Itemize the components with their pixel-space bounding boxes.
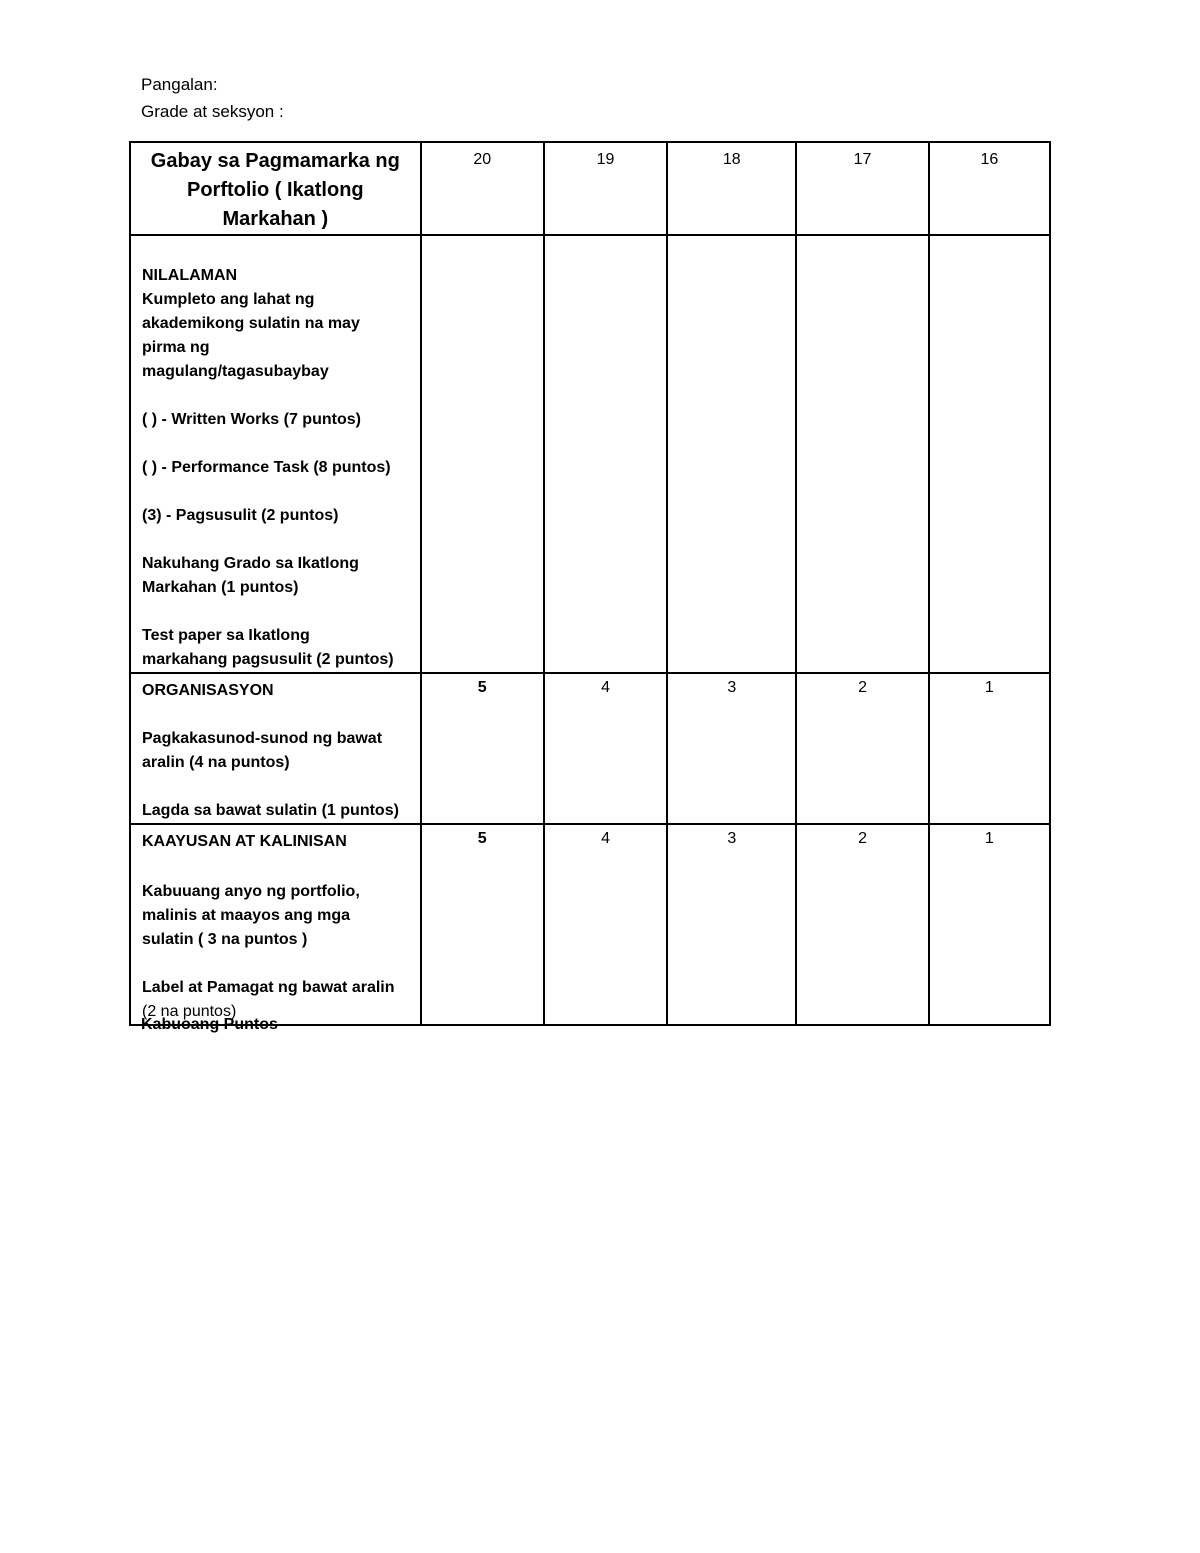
organisasyon-line: aralin (4 na puntos) [142, 754, 290, 771]
total-points [141, 1016, 315, 1034]
label-pamagat-line: (2 na puntos) [142, 1003, 237, 1020]
lagda-line: Lagda sa bawat sulatin (1 puntos) [142, 802, 399, 819]
score-cell [544, 673, 667, 824]
score-cell [667, 824, 796, 1025]
rubric-title: Gabay sa Pagmamarka ng Porftolio ( Ikatlong Markahan ) [150, 150, 400, 230]
score-cell [929, 235, 1050, 673]
organisasyon-line: Pagkakasunod-sunod ng bawat [142, 730, 383, 747]
rubric-title-cell [130, 142, 421, 235]
nilalaman-line: pirma ng [142, 339, 210, 356]
kaayusan-line: malinis at maayos ang mga [142, 907, 351, 924]
kaayusan-line: Kabuuang anyo ng portfolio, [142, 883, 360, 900]
grade-section-label: Grade at seksyon : [141, 102, 284, 121]
score-cell [421, 673, 544, 824]
nilalaman-heading: NILALAMAN [142, 267, 238, 284]
score-cell [544, 824, 667, 1025]
score-header-cell [796, 142, 928, 235]
score-cell [796, 235, 928, 673]
grado-line: Markahan (1 puntos) [142, 579, 299, 596]
score-cell [544, 235, 667, 673]
score-header-cell [421, 142, 544, 235]
kaayusan-score: 1 [984, 830, 994, 847]
performance-task-item: ( ) - Performance Task (8 puntos) [142, 459, 391, 476]
nilalaman-line: akademikong sulatin na may [142, 315, 360, 332]
kaayusan-line: sulatin ( 3 na puntos ) [142, 931, 308, 948]
test-paper-line: markahang pagsusulit (2 puntos) [142, 651, 394, 668]
grado-line: Nakuhang Grado sa Ikatlong [142, 555, 359, 572]
score-header-cell [667, 142, 796, 235]
name-label: Pangalan: [141, 75, 218, 94]
label-pamagat-line: Label at Pamagat ng bawat aralin [142, 979, 395, 996]
nilalaman-criteria-cell [130, 235, 421, 673]
score-header-17: 17 [853, 151, 872, 168]
scoring-rubric-table [129, 141, 1051, 1026]
kaayusan-heading: KAAYUSAN AT KALINISAN [142, 833, 347, 850]
organisasyon-score: 3 [727, 679, 737, 696]
kaayusan-score: 2 [858, 830, 868, 847]
score-cell [667, 235, 796, 673]
organisasyon-row [130, 673, 1050, 824]
organisasyon-score: 2 [858, 679, 868, 696]
organisasyon-criteria-cell [130, 673, 421, 824]
score-cell [929, 824, 1050, 1025]
organisasyon-score: 5 [477, 679, 487, 696]
test-paper-line: Test paper sa Ikatlong [142, 627, 310, 644]
score-header-19: 19 [596, 151, 615, 168]
score-cell [667, 673, 796, 824]
written-works-item: ( ) - Written Works (7 puntos) [142, 411, 361, 428]
score-header-16: 16 [980, 151, 999, 168]
kaayusan-row [130, 824, 1050, 1025]
nilalaman-row [130, 235, 1050, 673]
total-points-value: – [305, 1016, 315, 1033]
kaayusan-score: 5 [477, 830, 487, 847]
total-points-label: Kabuoang Puntos [141, 1016, 278, 1033]
score-cell [929, 673, 1050, 824]
score-cell [421, 824, 544, 1025]
score-header-18: 18 [722, 151, 741, 168]
score-cell [796, 673, 928, 824]
kaayusan-score: 4 [601, 830, 610, 847]
organisasyon-score: 4 [601, 679, 610, 696]
score-cell [796, 824, 928, 1025]
score-header-20: 20 [473, 151, 492, 168]
rubric-header-row [130, 142, 1050, 235]
nilalaman-line: Kumpleto ang lahat ng [142, 291, 315, 308]
kaayusan-score: 3 [727, 830, 737, 847]
score-cell [421, 235, 544, 673]
organisasyon-heading: ORGANISASYON [142, 682, 274, 699]
pagsusulit-item: (3) - Pagsusulit (2 puntos) [142, 507, 339, 524]
kaayusan-criteria-cell [130, 824, 421, 1025]
score-header-cell [544, 142, 667, 235]
nilalaman-line: magulang/tagasubaybay [142, 363, 329, 380]
score-header-cell [929, 142, 1050, 235]
organisasyon-score: 1 [984, 679, 994, 696]
